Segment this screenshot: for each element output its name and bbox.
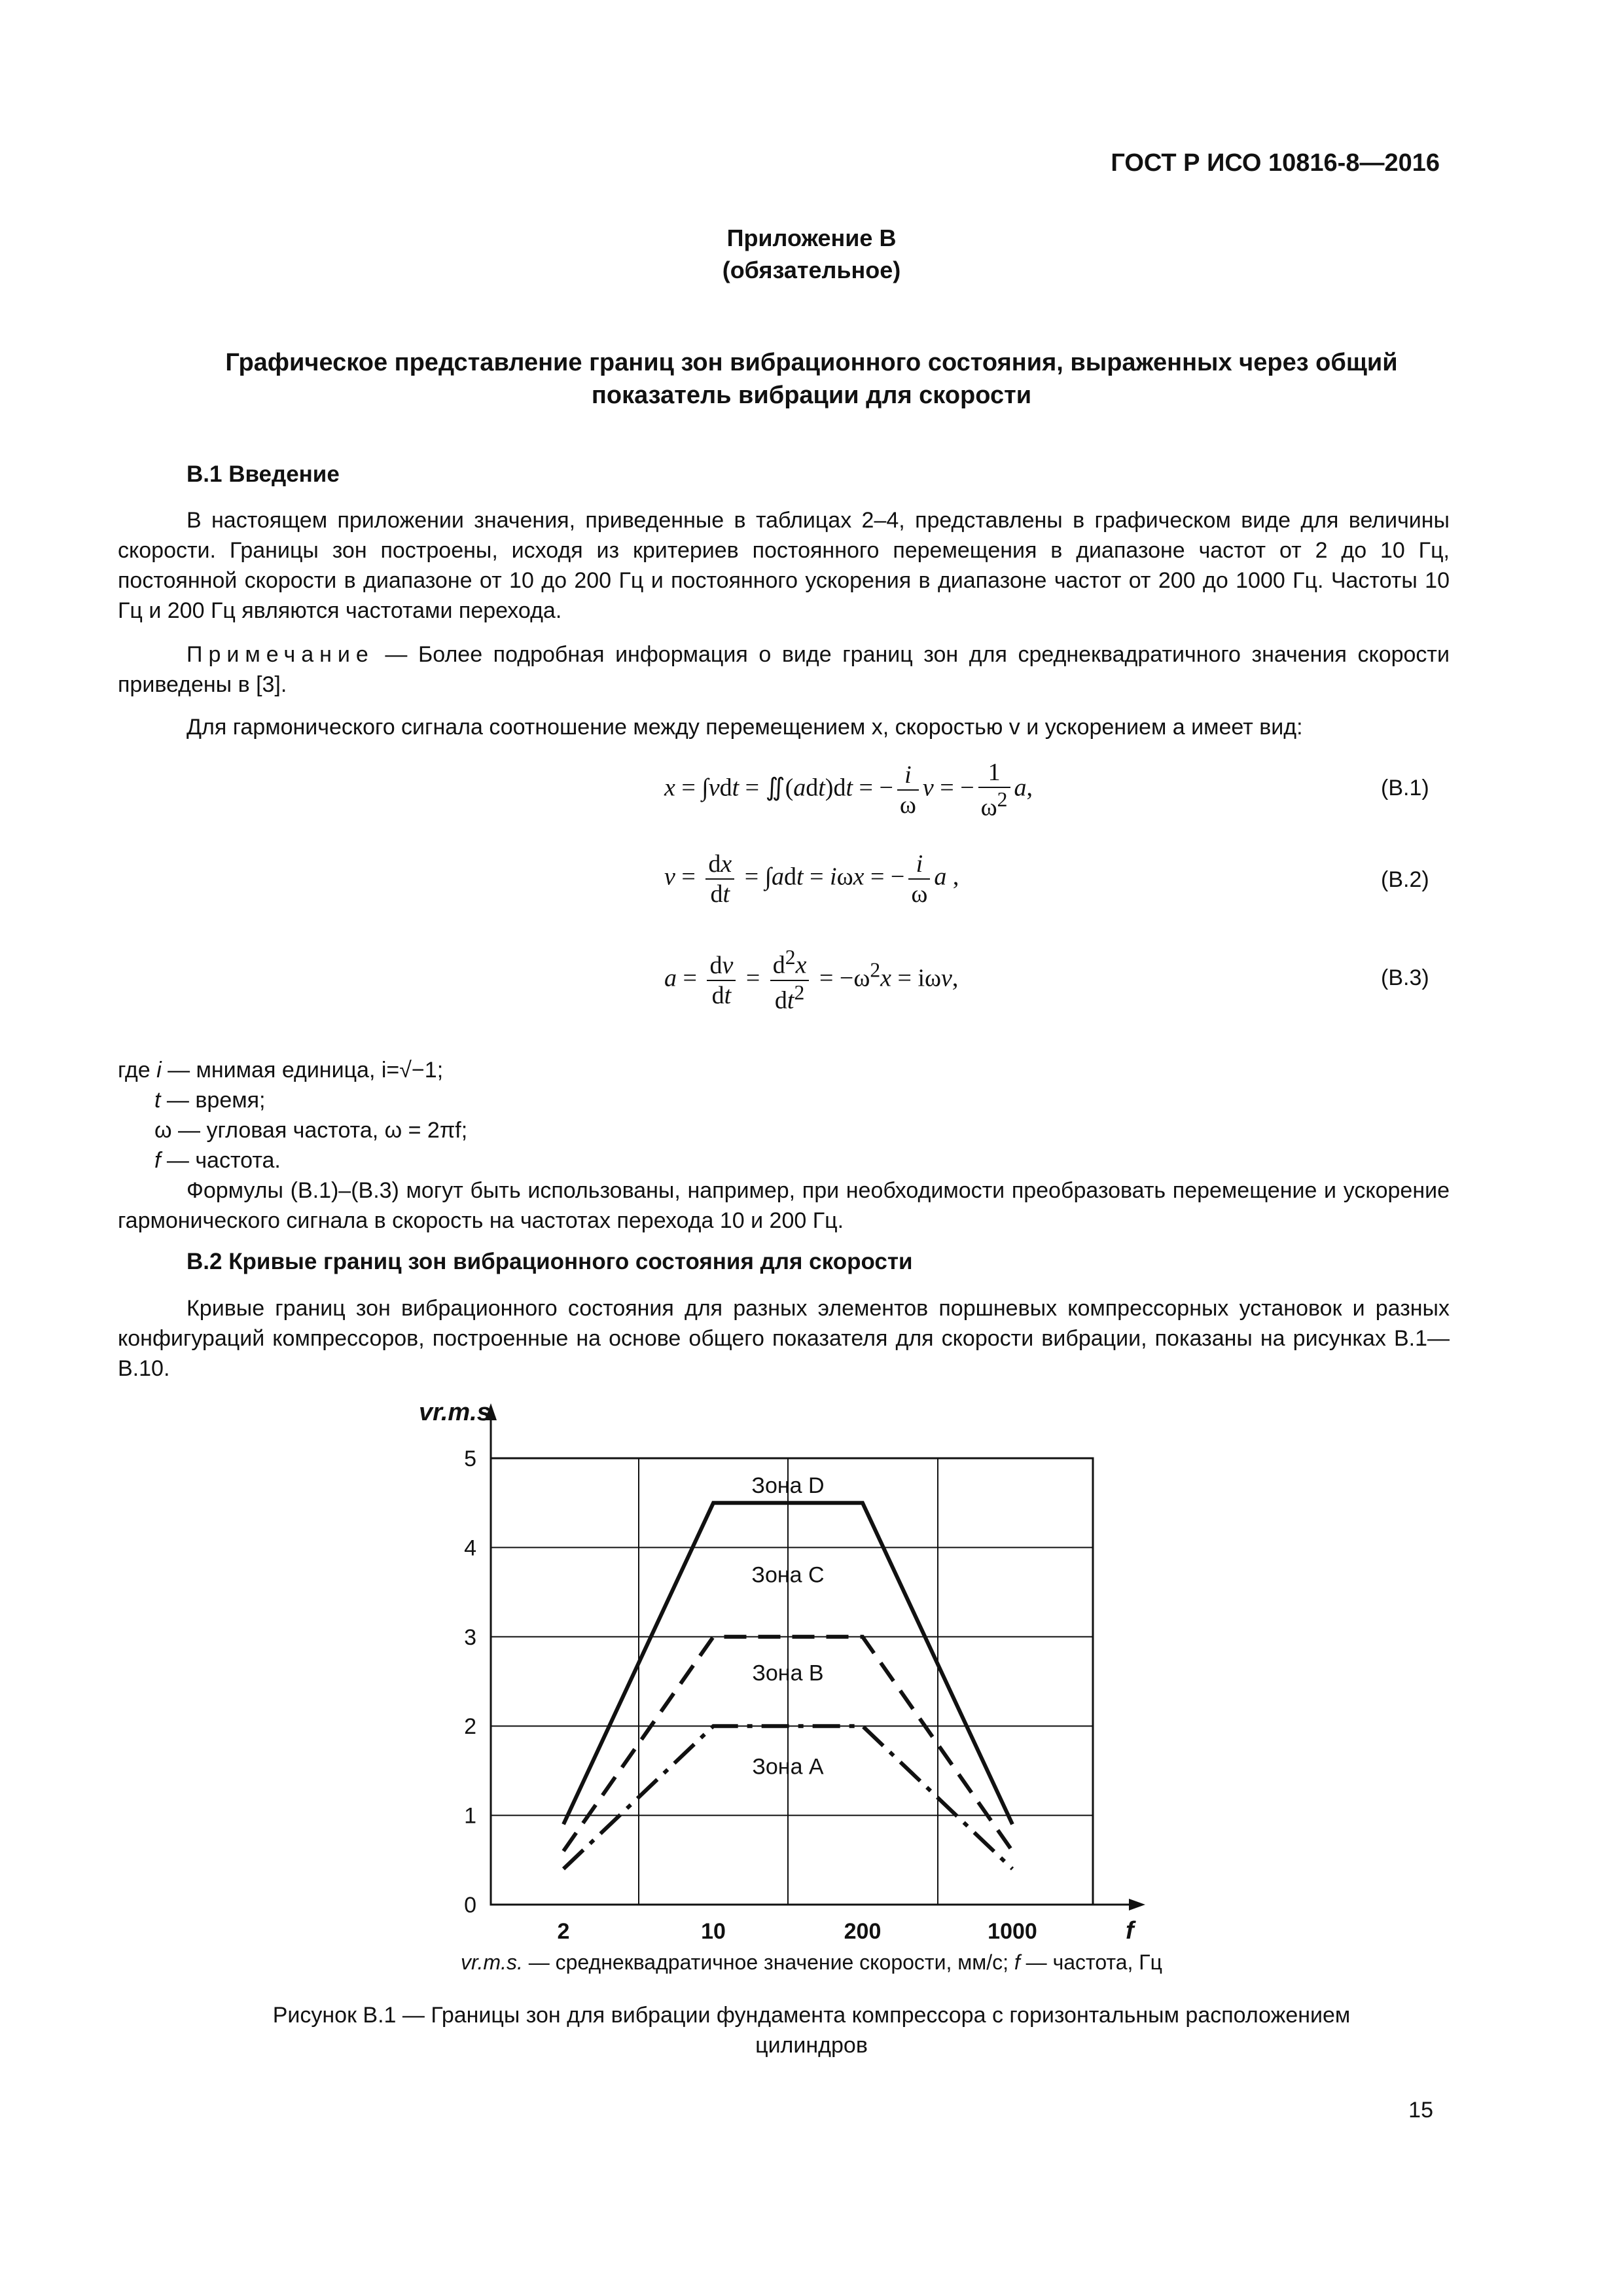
note-text: — Более подробная информация о виде границ зон для среднеквадратичного значения скорости приведены в [3].	[118, 642, 1450, 697]
zone-label: Зона C	[751, 1562, 825, 1588]
equation-number-b2: (В.2)	[1381, 867, 1429, 892]
legend-symbol-f: f	[1014, 1950, 1020, 1974]
appendix-status: (обязательное)	[722, 257, 901, 283]
y-tick-label: 1	[464, 1803, 476, 1829]
section2-paragraph: Кривые границ зон вибрационного состояния для разных элементов поршневых компрессорных установок и разных конфигураций компрессоров, построенные на основе общего показателя для скорости вибрации, показаны на рисунках В.1—В.10.	[118, 1296, 1450, 1381]
section1-paragraph: В настоящем приложении значения, приведенные в таблицах 2–4, представлены в графическом виде для величины скорости. Границы зон построены, исходя из критериев постоянного перемещения в диапазоне частот от 2 до 10 Гц, постоянной скорости в диапазоне от 10 до 200 Гц и постоянного ускорения в диапазоне частот от 200 до 1000 Гц. Частоты 10 Гц и 200 Гц являются частотами перехода.	[118, 508, 1450, 623]
appendix-title: Приложение В	[726, 224, 897, 251]
note-label: Примечание	[187, 642, 374, 667]
x-tick-label: 1000	[988, 1919, 1037, 1944]
y-tick-label: 0	[464, 1893, 476, 1918]
equation-b3: a = $\frac{dv}{dt}$ = $\frac{d^2x}{dt^2}$ = $-\omega^2x = i\omega v$,	[664, 946, 959, 1014]
section1-heading: В.1 Введение	[187, 461, 340, 487]
section2-heading: В.2 Кривые границ зон вибрационного состояния для скорости	[187, 1249, 913, 1274]
x-tick-label: 2	[557, 1919, 570, 1944]
equation-b2: v = $\frac{dx}{dt}$ = ∫adt = iωx = − $\frac{i}{\omega}$ a ,	[664, 850, 959, 908]
y-axis-label: vr.m.s.	[419, 1399, 498, 1426]
y-tick-label: 5	[464, 1446, 476, 1471]
figure-caption-line2: цилиндров	[755, 2033, 868, 2058]
legend-symbol-v: vr.m.s.	[461, 1950, 523, 1974]
formulas-usage: Формулы (В.1)–(В.3) могут быть использованы, например, при необходимости преобразовать перемещение и ускорение гармонического сигнала в скорость на частотах перехода 10 и 200 Гц.	[118, 1178, 1450, 1233]
equation-b1: x = ∫vdt = ∬(adt)dt = − $\frac{i}{\omega}$ v = − $\frac{1}{\omega^2}$ a,	[664, 759, 1033, 821]
x-axis-label: f	[1126, 1917, 1134, 1945]
note	[118, 639, 1450, 700]
figure-legend: vr.m.s. — среднеквадратичное значение скорости, мм/с; f — частота, Гц	[461, 1950, 1162, 1974]
zone-label: Зона D	[751, 1473, 825, 1498]
equation-number-b1: (В.1)	[1381, 776, 1429, 800]
x-axis-arrow	[1129, 1899, 1145, 1910]
zone-label: Зона A	[752, 1754, 824, 1780]
where-item-t: t — время;	[154, 1088, 266, 1113]
y-tick-label: 2	[464, 1714, 476, 1740]
y-tick-label: 3	[464, 1624, 476, 1650]
main-title-line1: Графическое представление границ зон вибрационного состояния, выраженных через общий	[225, 349, 1398, 376]
zone-boundaries-chart	[393, 1394, 1178, 1950]
y-tick-label: 4	[464, 1535, 476, 1561]
document-header: ГОСТ Р ИСО 10816-8—2016	[1111, 149, 1440, 177]
where-item-omega: ω — угловая частота, ω = 2πf;	[154, 1118, 468, 1143]
page-number: 15	[1408, 2098, 1433, 2123]
x-tick-label: 200	[844, 1919, 882, 1944]
relation-intro: Для гармонического сигнала соотношение между перемещением x, скоростью v и ускорением a имеет вид:	[187, 715, 1303, 740]
equation-number-b3: (В.3)	[1381, 965, 1429, 990]
x-tick-label: 10	[701, 1919, 726, 1944]
main-title-line2: показатель вибрации для скорости	[591, 382, 1032, 409]
figure-caption-line1: Рисунок В.1 — Границы зон для вибрации фундамента компрессора с горизонтальным расположением	[272, 2003, 1351, 2028]
where-item-i: где i — мнимая единица, i=√−1;	[118, 1058, 444, 1083]
where-item-f: f — частота.	[154, 1148, 281, 1173]
zone-label: Зона B	[752, 1660, 824, 1686]
